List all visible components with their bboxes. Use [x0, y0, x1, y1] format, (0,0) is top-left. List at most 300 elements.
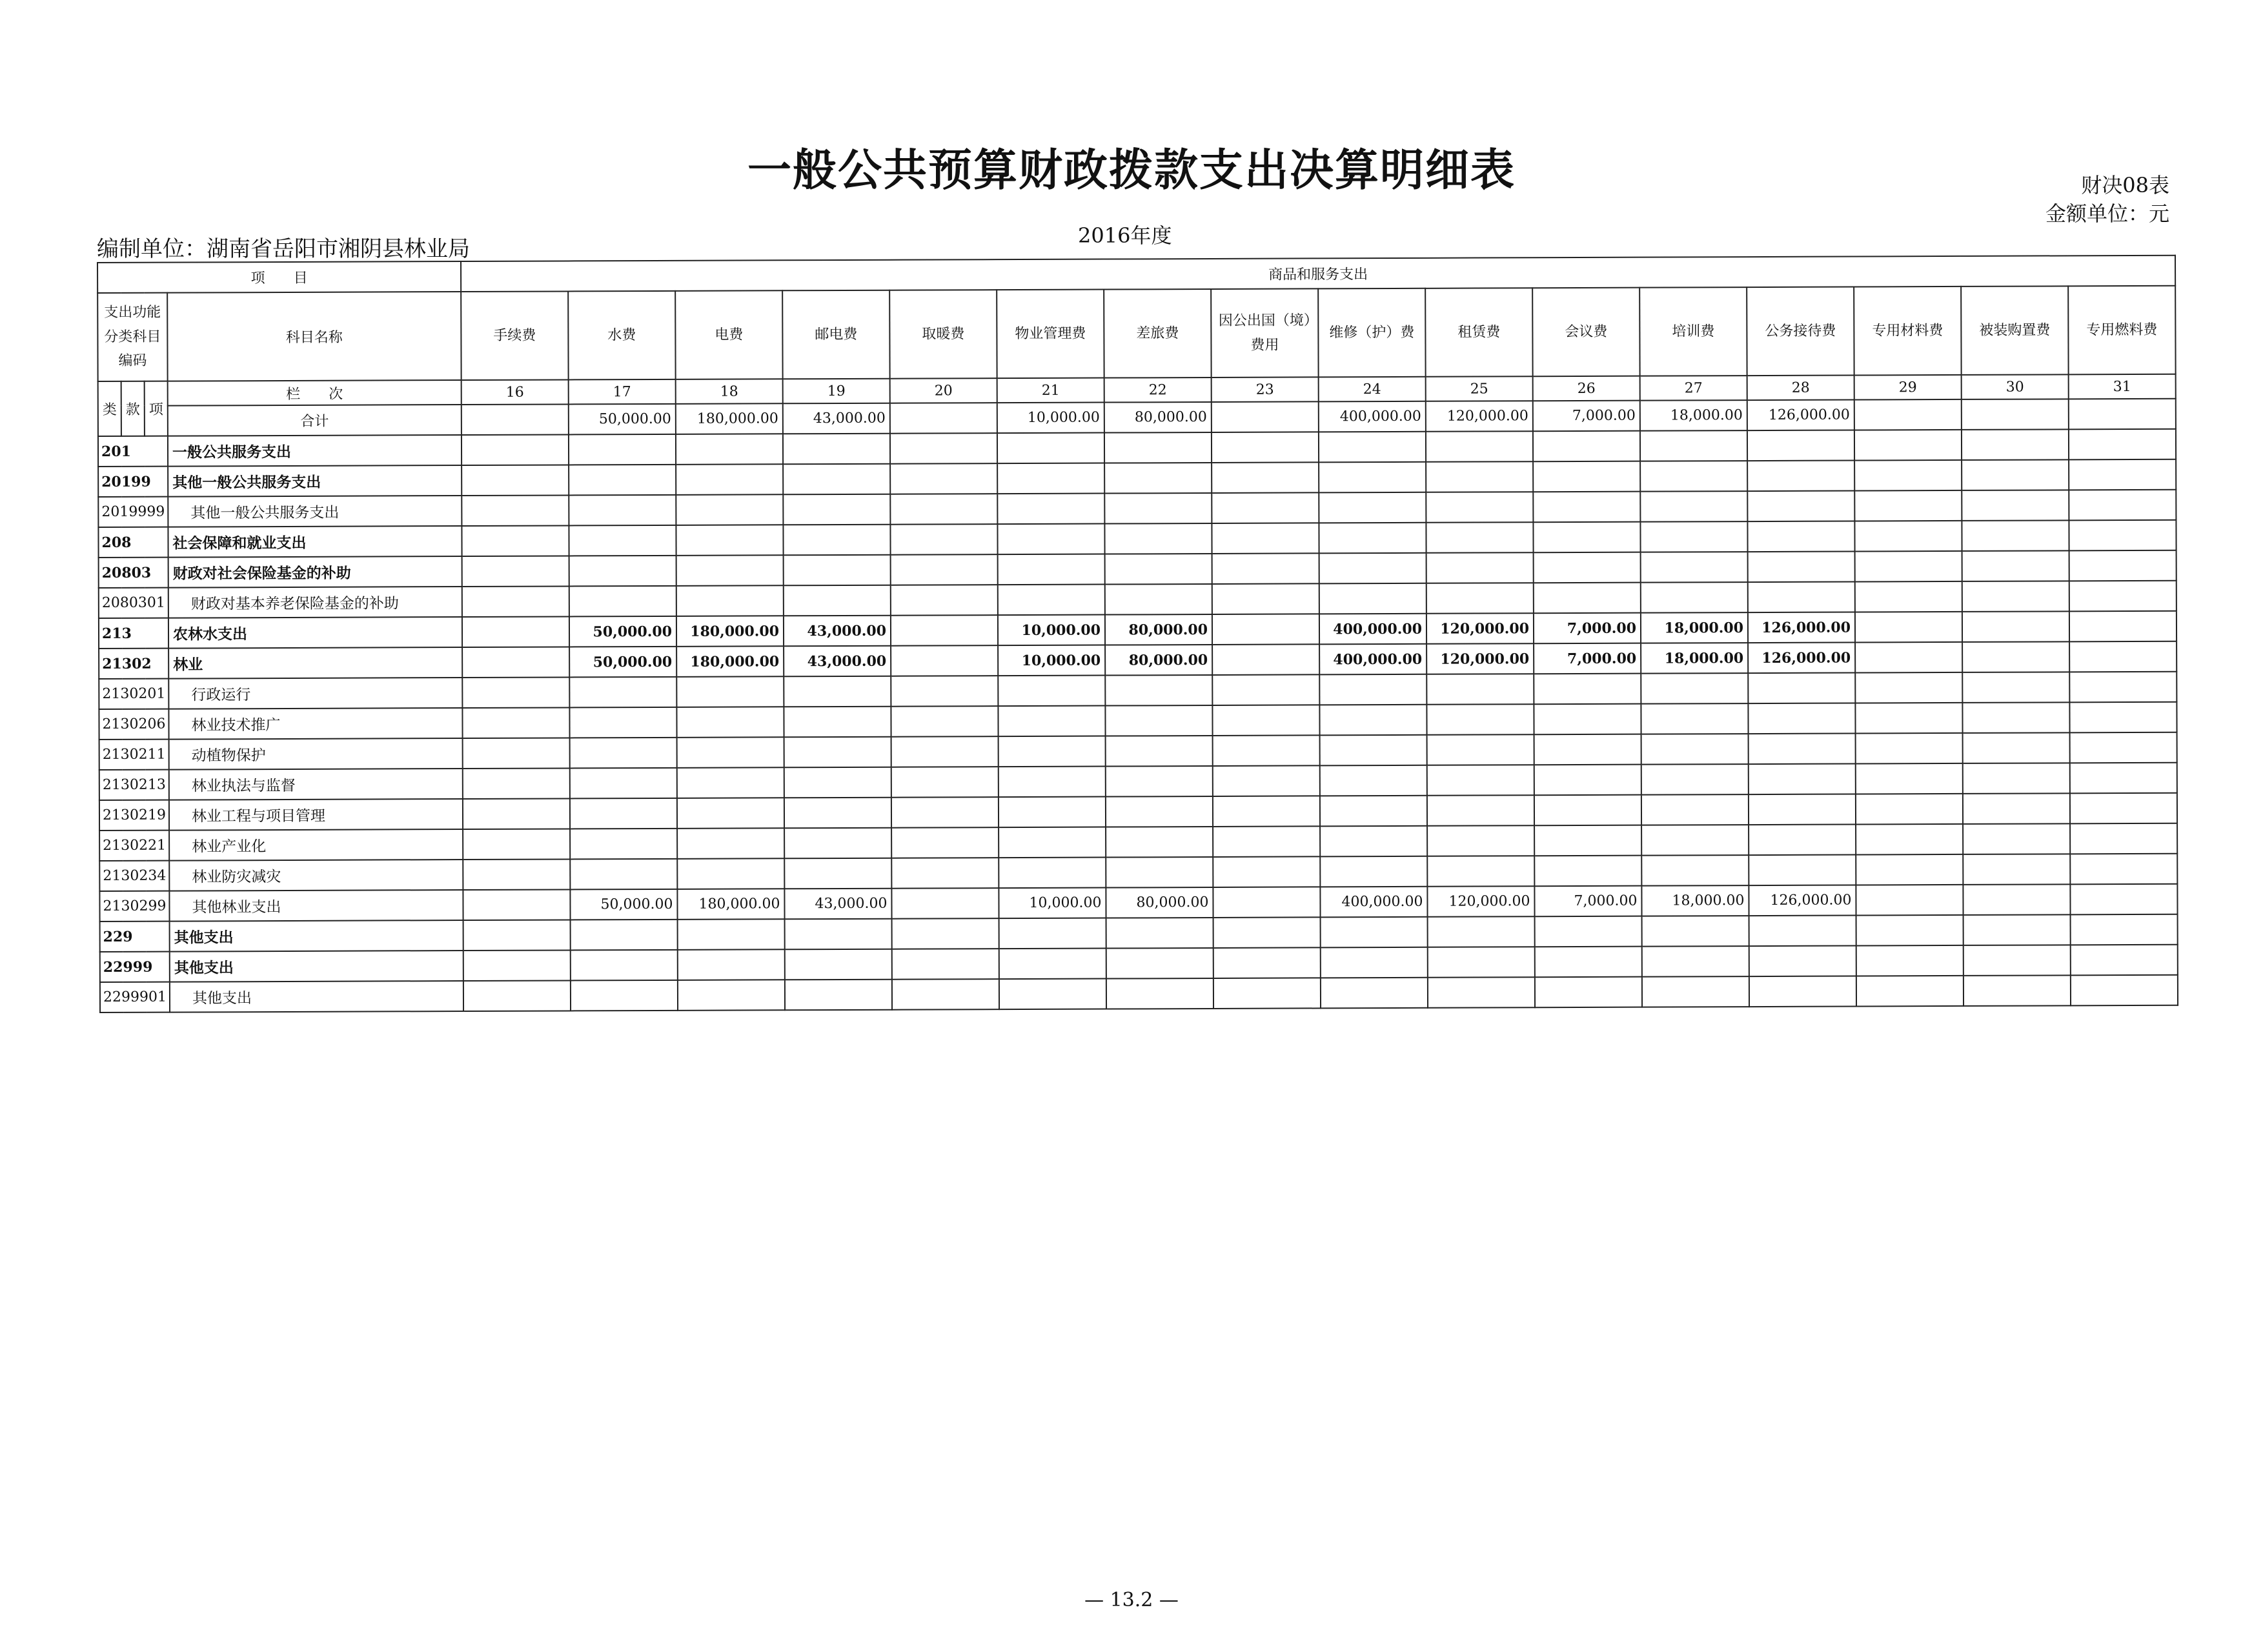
compiling-unit: 编制单位：湖南省岳阳市湘阴县林业局: [97, 236, 470, 262]
column-label: 栏 次: [168, 380, 462, 406]
amount-cell: [1212, 674, 1319, 705]
column-number: 16: [462, 379, 569, 405]
total-cell: 10,000.00: [997, 403, 1104, 434]
amount-cell: [999, 979, 1106, 1010]
amount-cell: [1427, 856, 1534, 887]
amount-cell: [998, 585, 1105, 616]
subject-name: 行政运行: [168, 678, 462, 709]
amount-cell: [1747, 460, 1854, 491]
amount-cell: [1962, 672, 2069, 703]
subject-name: 其他一般公共服务支出: [168, 496, 462, 527]
amount-cell: [1106, 857, 1213, 888]
amount-cell: [570, 738, 677, 769]
amount-cell: [999, 918, 1106, 949]
amount-cell: [784, 798, 891, 829]
amount-cell: [891, 736, 999, 767]
amount-cell: [1856, 854, 1963, 885]
header-row-2: [97, 286, 2175, 381]
form-number: 财决08表: [2081, 173, 2169, 197]
amount-cell: [784, 858, 891, 889]
amount-cell: [1535, 947, 1642, 978]
subject-code: 208: [98, 527, 168, 558]
xiang-header: 项: [145, 381, 168, 436]
amount-cell: [463, 768, 570, 799]
amount-cell: [2071, 975, 2178, 1006]
amount-cell: [463, 980, 571, 1011]
subject-name: 财政对社会保险基金的补助: [168, 556, 462, 588]
amount-cell: [676, 434, 783, 465]
column-number: 26: [1533, 376, 1640, 401]
amount-cell: [891, 888, 999, 919]
amount-cell: [1963, 884, 2070, 915]
amount-cell: [1104, 523, 1212, 554]
amount-cell: 50,000.00: [569, 616, 676, 647]
amount-cell: [1642, 916, 1749, 947]
amount-cell: [1319, 462, 1426, 493]
amount-cell: [891, 676, 998, 707]
subject-name: 林业: [168, 647, 462, 679]
amount-cell: [999, 736, 1106, 767]
amount-cell: [678, 949, 785, 980]
subject-name: 其他支出: [170, 951, 463, 982]
amount-cell: 50,000.00: [569, 647, 676, 678]
amount-cell: [1106, 918, 1213, 949]
subject-code: 22999: [100, 952, 170, 982]
amount-cell: [1747, 430, 1854, 461]
amount-cell: [785, 949, 892, 980]
amount-cell: [1212, 523, 1319, 554]
amount-cell: [891, 858, 999, 889]
amount-cell: [1963, 854, 2070, 885]
amount-cell: [784, 676, 891, 707]
amount-cell: [998, 706, 1105, 737]
subject-code: 2130234: [99, 861, 169, 891]
amount-cell: [1426, 552, 1534, 583]
amount-cell: [1427, 825, 1534, 856]
amount-cell: 10,000.00: [999, 888, 1106, 919]
amount-cell: [1426, 431, 1533, 462]
amount-cell: [462, 586, 569, 617]
amount-cell: [1641, 703, 1748, 734]
amount-cell: [570, 859, 677, 890]
amount-cell: [462, 434, 569, 465]
subject-name: 其他支出: [170, 920, 463, 952]
amount-cell: [569, 465, 676, 496]
amount-cell: [1962, 490, 2069, 521]
subject-code: 2130299: [99, 891, 169, 922]
amount-cell: [1106, 796, 1213, 827]
amount-cell: [1534, 674, 1641, 705]
amount-cell: 7,000.00: [1534, 613, 1641, 644]
amount-cell: [1856, 915, 1964, 946]
amount-cell: 120,000.00: [1426, 613, 1534, 644]
amount-cell: [463, 829, 570, 860]
column-header: 专用材料费: [1854, 287, 1961, 376]
amount-cell: [1535, 916, 1642, 947]
amount-cell: [1962, 641, 2069, 672]
report-title: 一般公共预算财政拨款支出决算明细表: [747, 145, 1516, 196]
amount-cell: 10,000.00: [998, 645, 1105, 676]
amount-cell: [1641, 855, 1749, 886]
column-header: 取暖费: [889, 290, 997, 379]
subject-name: 其他一般公共服务支出: [168, 465, 462, 497]
amount-cell: [1212, 432, 1319, 463]
amount-cell: [1319, 583, 1426, 614]
column-header: 会议费: [1532, 288, 1639, 377]
amount-cell: 180,000.00: [676, 616, 784, 647]
amount-cell: [1749, 854, 1856, 885]
amount-cell: [892, 918, 999, 949]
amount-cell: [462, 616, 569, 647]
subject-name-header: 科目名称: [167, 292, 461, 381]
total-cell: 126,000.00: [1747, 399, 1854, 430]
subject-name: 其他林业支出: [169, 890, 463, 922]
amount-cell: 7,000.00: [1534, 886, 1641, 917]
subject-code: 229: [100, 922, 170, 952]
amount-cell: [997, 433, 1104, 464]
subject-name: 财政对基本养老保险基金的补助: [168, 587, 462, 618]
amount-cell: [676, 494, 783, 525]
amount-cell: [1855, 581, 1962, 612]
column-header: 维修（护）费: [1318, 288, 1425, 378]
amount-cell: [569, 525, 676, 556]
amount-cell: [1856, 945, 1964, 976]
amount-cell: [1212, 553, 1319, 584]
amount-cell: [2070, 884, 2177, 915]
amount-cell: [1212, 644, 1319, 675]
amount-cell: 126,000.00: [1748, 612, 1855, 643]
total-cell: 180,000.00: [676, 403, 783, 434]
amount-cell: [2070, 763, 2177, 794]
page-number: — 13.2 —: [1084, 1589, 1179, 1611]
column-number: 18: [676, 379, 783, 404]
amount-cell: [1319, 432, 1426, 463]
amount-cell: [2069, 429, 2176, 460]
column-number: 25: [1426, 376, 1533, 401]
amount-cell: [1642, 976, 1749, 1007]
amount-cell: [2071, 914, 2178, 945]
subject-code: 2130213: [99, 770, 169, 800]
amount-cell: [1533, 431, 1640, 462]
amount-cell: [676, 555, 784, 586]
amount-cell: [1213, 796, 1320, 827]
amount-cell: [2069, 611, 2177, 642]
subject-code: 21302: [99, 649, 168, 679]
amount-cell: [890, 494, 997, 525]
amount-cell: [1319, 492, 1426, 523]
amount-cell: [1641, 734, 1749, 765]
total-cell: [462, 404, 569, 435]
subject-name: 林业执法与监督: [169, 769, 463, 800]
subject-code: 20199: [98, 467, 168, 497]
amount-cell: 400,000.00: [1320, 887, 1427, 918]
amount-cell: [1748, 581, 1855, 612]
column-header: 培训费: [1639, 287, 1747, 376]
amount-cell: [1105, 675, 1212, 706]
total-cell: 50,000.00: [569, 404, 676, 435]
amount-cell: [462, 495, 569, 526]
amount-cell: [1534, 856, 1641, 887]
amount-cell: [1535, 977, 1642, 1008]
amount-cell: [462, 465, 569, 496]
column-header: 因公出国（境）费用: [1211, 288, 1318, 378]
amount-cell: 120,000.00: [1427, 886, 1534, 917]
amount-unit: 金额单位：元: [2045, 201, 2169, 226]
amount-cell: [2069, 641, 2177, 672]
amount-cell: [1426, 674, 1534, 705]
amount-cell: [1213, 917, 1321, 948]
amount-cell: [462, 707, 569, 738]
column-number: 19: [783, 379, 890, 404]
total-cell: [1854, 399, 1962, 430]
amount-cell: [1963, 763, 2070, 794]
amount-cell: [1427, 795, 1534, 826]
amount-cell: 120,000.00: [1426, 643, 1534, 674]
amount-cell: [1426, 583, 1534, 614]
amount-cell: 43,000.00: [784, 646, 891, 677]
column-header: 差旅费: [1104, 289, 1211, 378]
table-body: [97, 256, 2178, 1012]
total-cell: 18,000.00: [1640, 400, 1747, 431]
amount-cell: [784, 585, 891, 616]
amount-cell: [785, 980, 892, 1011]
amount-cell: [570, 829, 677, 860]
amount-cell: [1319, 553, 1426, 584]
amount-cell: [1640, 521, 1747, 552]
amount-cell: [1321, 917, 1428, 948]
amount-cell: [997, 524, 1104, 555]
amount-cell: [1213, 735, 1320, 766]
amount-cell: [2069, 459, 2176, 490]
column-header: 公务接待费: [1747, 287, 1854, 376]
amount-cell: [1963, 793, 2070, 824]
amount-cell: [1749, 976, 1856, 1007]
amount-cell: 400,000.00: [1319, 614, 1426, 645]
subject-name: 社会保障和就业支出: [168, 526, 462, 558]
amount-cell: [2069, 490, 2176, 521]
amount-cell: [1213, 856, 1320, 887]
subject-code: 213: [99, 618, 168, 649]
subject-code: 201: [98, 436, 168, 467]
amount-cell: [1534, 552, 1641, 583]
amount-cell: [1106, 827, 1213, 858]
amount-cell: [1105, 554, 1212, 585]
amount-cell: [890, 463, 997, 494]
total-cell: 400,000.00: [1319, 401, 1426, 432]
amount-cell: [678, 919, 785, 950]
amount-cell: [1856, 824, 1963, 855]
column-header: 租赁费: [1425, 288, 1532, 377]
amount-cell: [2069, 520, 2176, 551]
amount-cell: [1855, 612, 1962, 643]
amount-cell: [1963, 823, 2070, 854]
amount-cell: [1427, 765, 1534, 796]
amount-cell: [1964, 975, 2071, 1006]
lei-header: 类: [98, 381, 121, 436]
subject-code: 2080301: [99, 588, 168, 618]
amount-cell: [999, 949, 1106, 980]
amount-cell: [891, 706, 998, 737]
amount-cell: 50,000.00: [570, 889, 677, 920]
amount-cell: [1105, 705, 1212, 736]
amount-cell: [1856, 976, 1964, 1007]
amount-cell: [1856, 733, 1963, 764]
amount-cell: [677, 798, 784, 829]
amount-cell: [676, 464, 783, 495]
amount-cell: [891, 827, 999, 858]
amount-cell: [676, 585, 784, 616]
total-cell: [1962, 399, 2069, 430]
amount-cell: [571, 980, 678, 1011]
amount-cell: [1854, 460, 1962, 491]
column-number: 21: [997, 378, 1104, 403]
column-number: 27: [1640, 376, 1747, 401]
amount-cell: [569, 586, 676, 617]
total-cell: [2069, 399, 2176, 430]
subject-code: 20803: [99, 558, 168, 588]
subject-name: 林业技术推广: [168, 708, 462, 740]
amount-cell: [1106, 978, 1213, 1009]
amount-cell: 80,000.00: [1105, 645, 1212, 676]
amount-cell: [784, 707, 891, 738]
amount-cell: [1212, 705, 1319, 736]
column-header: 邮电费: [782, 290, 889, 379]
amount-cell: [462, 556, 569, 587]
amount-cell: [891, 767, 999, 798]
amount-cell: [998, 554, 1105, 585]
amount-cell: 43,000.00: [784, 616, 891, 647]
column-number: 20: [890, 378, 997, 403]
amount-cell: [570, 798, 677, 829]
amount-cell: [1962, 459, 2069, 490]
amount-cell: [1320, 735, 1427, 766]
amount-cell: [891, 585, 998, 616]
column-number: 31: [2069, 374, 2176, 399]
amount-cell: [463, 920, 571, 951]
amount-cell: [1748, 672, 1855, 703]
column-header: 水费: [568, 291, 675, 380]
amount-cell: [1104, 463, 1212, 494]
subject-code: 2299901: [100, 982, 170, 1012]
amount-cell: [1321, 947, 1428, 978]
amount-cell: [1319, 674, 1426, 705]
amount-cell: [1641, 825, 1749, 856]
subject-name: 林业工程与项目管理: [169, 799, 463, 831]
amount-cell: [2070, 732, 2177, 763]
amount-cell: [1320, 856, 1427, 887]
amount-cell: [1428, 977, 1535, 1008]
amount-cell: [678, 980, 785, 1011]
amount-cell: [1854, 521, 1962, 552]
amount-cell: [785, 919, 892, 950]
amount-cell: [783, 525, 890, 556]
subject-name: 其他支出: [170, 981, 463, 1012]
amount-cell: [462, 677, 569, 708]
amount-cell: [783, 494, 890, 525]
subject-code: 2130206: [99, 709, 168, 740]
amount-cell: [1963, 732, 2070, 763]
total-label: 合计: [168, 405, 462, 436]
project-header: 项 目: [97, 261, 461, 293]
amount-cell: [2070, 854, 2177, 885]
amount-cell: [1534, 734, 1641, 765]
amount-cell: 126,000.00: [1749, 885, 1856, 916]
amount-cell: [1856, 763, 1963, 794]
amount-cell: [997, 463, 1104, 494]
amount-cell: [1320, 796, 1427, 827]
subject-name: 农林水支出: [168, 617, 462, 649]
column-header: 被装购置费: [1961, 286, 2068, 375]
budget-table-container: [97, 255, 2178, 1013]
amount-cell: [1212, 462, 1319, 493]
amount-cell: 180,000.00: [676, 646, 784, 677]
amount-cell: [999, 767, 1106, 798]
amount-cell: [570, 768, 677, 799]
amount-cell: [784, 828, 891, 859]
amount-cell: [890, 433, 997, 464]
amount-cell: [1962, 550, 2069, 581]
amount-cell: [1213, 978, 1321, 1009]
subject-code: 2130201: [99, 679, 168, 709]
amount-cell: 43,000.00: [784, 889, 891, 920]
amount-cell: [1854, 490, 1962, 521]
column-header: 物业管理费: [997, 290, 1104, 379]
amount-cell: [1213, 947, 1321, 978]
amount-cell: [1533, 522, 1640, 553]
amount-cell: [569, 556, 676, 587]
amount-cell: [1640, 461, 1747, 492]
amount-cell: [1105, 584, 1212, 615]
total-cell: [890, 403, 997, 434]
amount-cell: [1212, 492, 1319, 523]
amount-cell: [1426, 461, 1533, 492]
amount-cell: [1534, 765, 1641, 796]
amount-cell: [676, 676, 784, 707]
amount-cell: 180,000.00: [677, 889, 784, 920]
amount-cell: [2069, 672, 2177, 703]
amount-cell: 80,000.00: [1105, 614, 1212, 645]
amount-cell: [1747, 490, 1854, 521]
amount-cell: [1749, 733, 1856, 764]
amount-cell: 18,000.00: [1641, 643, 1748, 674]
amount-cell: [463, 738, 570, 769]
amount-cell: [676, 525, 783, 556]
amount-cell: [1213, 765, 1320, 796]
total-cell: 43,000.00: [783, 403, 890, 434]
column-header: 手续费: [461, 291, 568, 380]
amount-cell: [1856, 885, 1963, 916]
amount-cell: [569, 434, 676, 465]
subject-name: 一般公共服务支出: [168, 435, 462, 467]
amount-cell: [891, 615, 998, 646]
amount-cell: 18,000.00: [1641, 612, 1748, 643]
subject-name: 动植物保护: [169, 738, 463, 770]
amount-cell: [1855, 551, 1962, 582]
amount-cell: [2071, 945, 2178, 976]
amount-cell: [2070, 823, 2177, 854]
amount-cell: [2070, 793, 2177, 824]
amount-cell: [1749, 763, 1856, 794]
table-row: [100, 975, 2178, 1012]
amount-cell: [1962, 611, 2069, 642]
subject-code: 2130219: [99, 800, 169, 831]
amount-cell: 80,000.00: [1106, 887, 1213, 918]
amount-cell: [1964, 945, 2071, 976]
amount-cell: [463, 859, 570, 890]
amount-cell: [1748, 703, 1855, 734]
column-header: 专用燃料费: [2068, 286, 2175, 375]
amount-cell: [1213, 887, 1320, 918]
